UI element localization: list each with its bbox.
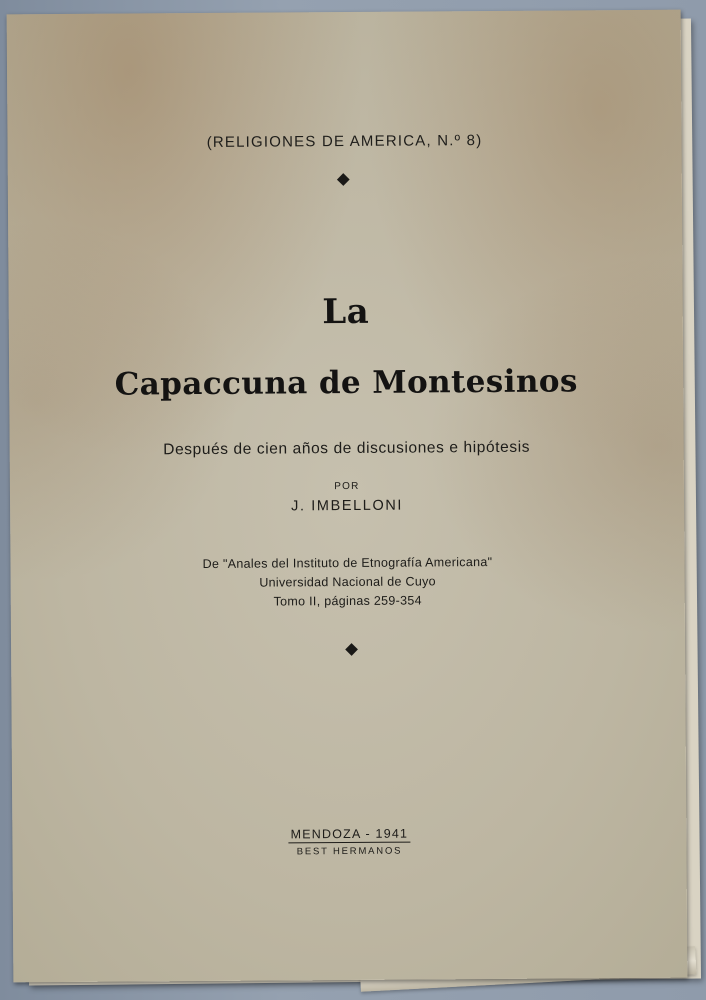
printer-name: BEST HERMANOS	[296, 845, 403, 858]
imprint	[12, 823, 686, 860]
series-label: (RELIGIONES DE AMERICA, N.º 8)	[206, 132, 483, 151]
by-label: POR	[334, 480, 360, 493]
source-note	[10, 552, 684, 614]
author-name: J. IMBELLONI	[291, 497, 404, 515]
cover-content	[7, 10, 688, 983]
book-cover	[7, 10, 688, 983]
diamond-ornament-icon	[345, 643, 358, 656]
title-line-1: La	[322, 291, 370, 333]
subtitle: Después de cien años de discusiones e hipótesis	[163, 438, 531, 459]
title-line-2: Capaccuna de Montesinos	[114, 363, 578, 403]
place-year: MENDOZA - 1941	[289, 827, 411, 844]
diamond-ornament-icon	[337, 173, 350, 186]
source-line: De "Anales del Instituto de Etnografía Americana"	[202, 554, 493, 572]
source-line: Tomo II, páginas 259-354	[273, 593, 422, 609]
source-line: Universidad Nacional de Cuyo	[259, 574, 436, 590]
